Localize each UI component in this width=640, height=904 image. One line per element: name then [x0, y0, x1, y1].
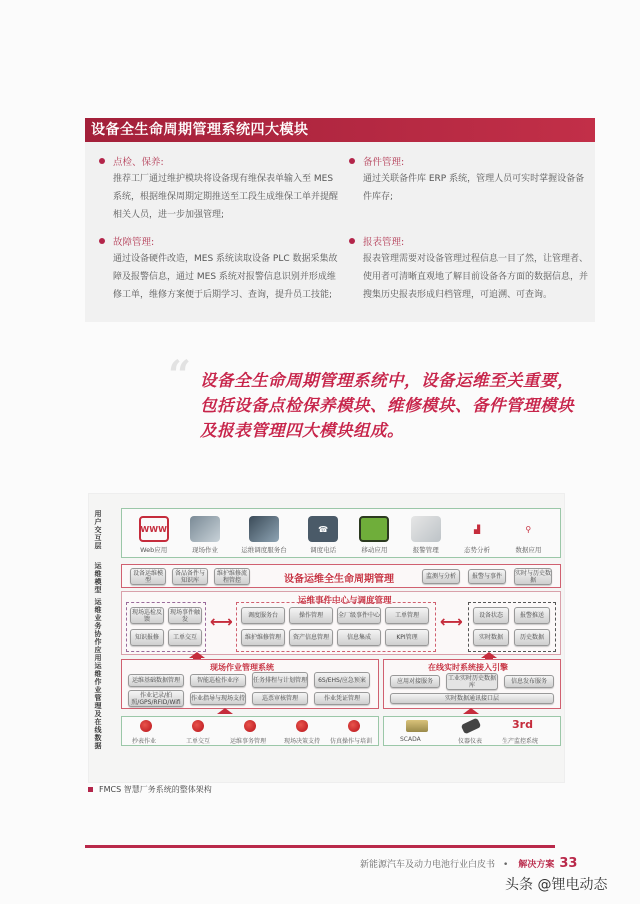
page-footer	[360, 856, 577, 871]
data-label: 仿真操作与培训	[330, 738, 373, 745]
module-body: 通过设备硬件改造，MES 系统读取设备 PLC 数据采集故障及报警信息，通过 MES 系统对报警信息识别并形成维修工单，维修方案便于后期学习、查询，提升员工技能;	[113, 254, 338, 300]
record-icon	[296, 720, 308, 732]
module-report	[349, 234, 589, 304]
ui-dispatch	[241, 516, 287, 554]
module-body: 通过关联备件库 ERP 系统，管理人员可实时掌握设备备件库存;	[363, 174, 585, 202]
biz-btn: 维护维修管理	[241, 629, 285, 646]
ui-alarm	[411, 516, 441, 554]
search-icon: ⚲	[525, 524, 532, 534]
record-icon	[244, 720, 256, 732]
model-btn: 实时与历史数据	[515, 569, 552, 584]
right-group	[468, 602, 556, 652]
module-inspection	[99, 154, 339, 224]
realtime-engine-layer	[383, 659, 561, 709]
field-title: 现场作业管理系统	[210, 663, 274, 672]
biz-btn: 资产信息管理	[289, 629, 333, 646]
online-data-right	[383, 716, 561, 746]
biz-btn: 现场事件触发	[169, 608, 200, 623]
model-btn: 监测与分析	[422, 569, 460, 584]
mobile-icon	[359, 516, 389, 542]
dispatch-desk-icon	[249, 516, 279, 542]
module-heading: 备件管理:	[363, 157, 405, 168]
record-icon	[140, 720, 152, 732]
chart-icon: ▟	[473, 524, 481, 534]
business-title: 运维事件中心与调度管理	[298, 596, 392, 606]
layer-label-business: 运维业务协作应用	[94, 598, 102, 662]
biz-btn: KPI管理	[385, 629, 429, 646]
model-btn: 报警与事件	[468, 569, 506, 584]
online-data-left	[121, 716, 379, 746]
ui-label: 移动应用	[361, 546, 388, 554]
ui-label: 运维调度服务台	[241, 546, 287, 554]
ui-web	[139, 516, 169, 554]
layer-label-user: 用户交互层	[94, 510, 102, 550]
bidirectional-arrow-icon: ⟷	[210, 612, 233, 631]
ui-label: 态势分析	[464, 546, 491, 554]
up-arrow-icon	[217, 708, 233, 714]
data-label: 运维事务管理	[230, 738, 267, 745]
model-btn: 备品备件与知识库	[172, 568, 208, 585]
field-btn: 运维基础数据管理	[128, 674, 184, 687]
architecture-diagram	[88, 493, 565, 783]
business-layer	[121, 591, 561, 655]
up-arrow-icon	[463, 708, 479, 714]
layer-label-model: 运维模型	[94, 562, 102, 594]
biz-btn: 实时数据	[473, 629, 509, 646]
data-label: 仪器仪表	[458, 738, 483, 745]
biz-btn: 调度服务台	[241, 607, 285, 624]
biz-btn: 工单交互	[168, 629, 202, 646]
center-group	[236, 602, 436, 652]
data-label: 生产监控系统	[502, 738, 539, 745]
biz-btn: 现场巡检反馈	[131, 608, 162, 623]
watermark: 头条 @锂电动态	[505, 877, 608, 893]
model-btn: 设备运维模型	[130, 568, 166, 585]
phone-icon: ☎	[308, 516, 338, 542]
page-number: 33	[559, 856, 578, 871]
data-label: 工单交互	[186, 738, 211, 745]
instrument-icon	[461, 718, 482, 735]
field-btn: 6S/EHS/应急预案	[314, 672, 370, 688]
module-body: 推荐工厂通过维护模块将设备现有维保表单输入至 MES 系统，根据维保周期定期推送至工段生成维保工单并提醒相关人员，进一步加强管理;	[113, 174, 339, 220]
engine-btn: 信息发布服务	[504, 675, 554, 688]
bullet-icon	[99, 158, 105, 164]
third-party-icon: 3rd	[512, 718, 533, 731]
www-icon: WWW	[139, 516, 169, 542]
caption-text: FMCS 智慧厂务系统的整体架构	[99, 785, 212, 794]
biz-btn: 操作管理	[289, 607, 333, 624]
ui-label: 数据应用	[515, 546, 542, 554]
modules-panel	[85, 118, 595, 322]
field-btn: 任务排程与计划管理	[252, 672, 308, 688]
book-title: 新能源汽车及动力电池行业白皮书	[360, 860, 496, 870]
ui-label: 调度电话	[310, 546, 337, 554]
data-label: SCADA	[400, 736, 421, 743]
bidirectional-arrow-icon: ⟷	[440, 612, 463, 631]
module-heading: 点检、保养:	[113, 157, 164, 168]
engine-btn: 工业实时历史数据库	[447, 674, 496, 689]
record-icon	[192, 720, 204, 732]
data-label: 抄表作业	[132, 738, 157, 745]
ui-label: Web应用	[140, 546, 168, 554]
pull-quote: 设备全生命周期管理系统中，设备运维至关重要，包括设备点检保养模块、维修模块、备件管理模块及报表管理四大模块组成。	[200, 371, 574, 440]
model-title: 设备运维全生命周期管理	[284, 574, 394, 585]
engine-btn: 应用对接服务	[390, 675, 440, 688]
record-icon	[348, 720, 360, 732]
left-group	[126, 602, 206, 652]
caption-marker-icon	[88, 787, 93, 792]
section-name: 解决方案	[518, 860, 555, 870]
figure-caption	[88, 784, 212, 795]
bullet-icon	[349, 158, 355, 164]
field-work-icon	[190, 516, 220, 542]
layer-label-field: 运维作业管理及在线数据	[94, 662, 102, 750]
biz-btn: 知识报修	[130, 629, 164, 646]
alarm-icon	[411, 516, 441, 542]
module-heading: 报表管理:	[363, 237, 405, 248]
footer-separator: •	[503, 860, 509, 870]
biz-btn: 设备状态	[473, 607, 509, 624]
engine-title: 在线实时系统接入引擎	[428, 663, 508, 672]
biz-btn: 报警推送	[514, 607, 550, 624]
field-btn: 巡票审核管理	[252, 692, 308, 705]
module-body: 报表管理需要对设备管理过程信息一目了然，让管理者、使用者可清晰直观地了解目前设备各方面的数据信息，并搜集历史报表形成归档管理，可追溯、可查询。	[363, 254, 589, 300]
module-fault	[99, 234, 339, 304]
biz-btn: 信息集成	[337, 629, 381, 646]
model-btn: 维护维修流程管控	[214, 568, 250, 585]
model-layer	[121, 564, 561, 588]
bullet-icon	[349, 238, 355, 244]
field-ops-layer	[121, 659, 379, 709]
biz-btn: 全厂级事件中心	[337, 607, 381, 624]
module-spare-parts	[349, 154, 589, 206]
quote-mark-icon: “	[168, 352, 192, 399]
biz-btn: 工单管理	[385, 607, 429, 624]
field-btn: 作业记录/拍照/GPS/RFID/Wifi	[128, 690, 184, 707]
scada-icon	[406, 720, 428, 732]
footer-divider	[85, 845, 555, 848]
ui-trend	[462, 516, 492, 554]
ui-label: 报警管理	[412, 546, 439, 554]
ui-label: 现场作业	[191, 546, 218, 554]
field-btn: 智能巡检作业序	[190, 674, 246, 687]
ui-data	[513, 516, 543, 554]
user-interaction-layer	[121, 508, 561, 558]
bullet-icon	[99, 238, 105, 244]
data-label: 现场决策支持	[284, 738, 321, 745]
field-btn: 作业凭证管理	[314, 692, 370, 705]
ui-field	[190, 516, 220, 554]
engine-btn: 实时数据通讯接口层	[390, 693, 554, 704]
panel-title: 设备全生命周期管理系统四大模块	[85, 118, 595, 142]
biz-btn: 历史数据	[514, 629, 550, 646]
module-heading: 故障管理:	[113, 237, 155, 248]
field-btn: 作业指导与现场支持	[190, 692, 246, 705]
ui-mobile	[359, 516, 389, 554]
ui-phone	[308, 516, 338, 554]
